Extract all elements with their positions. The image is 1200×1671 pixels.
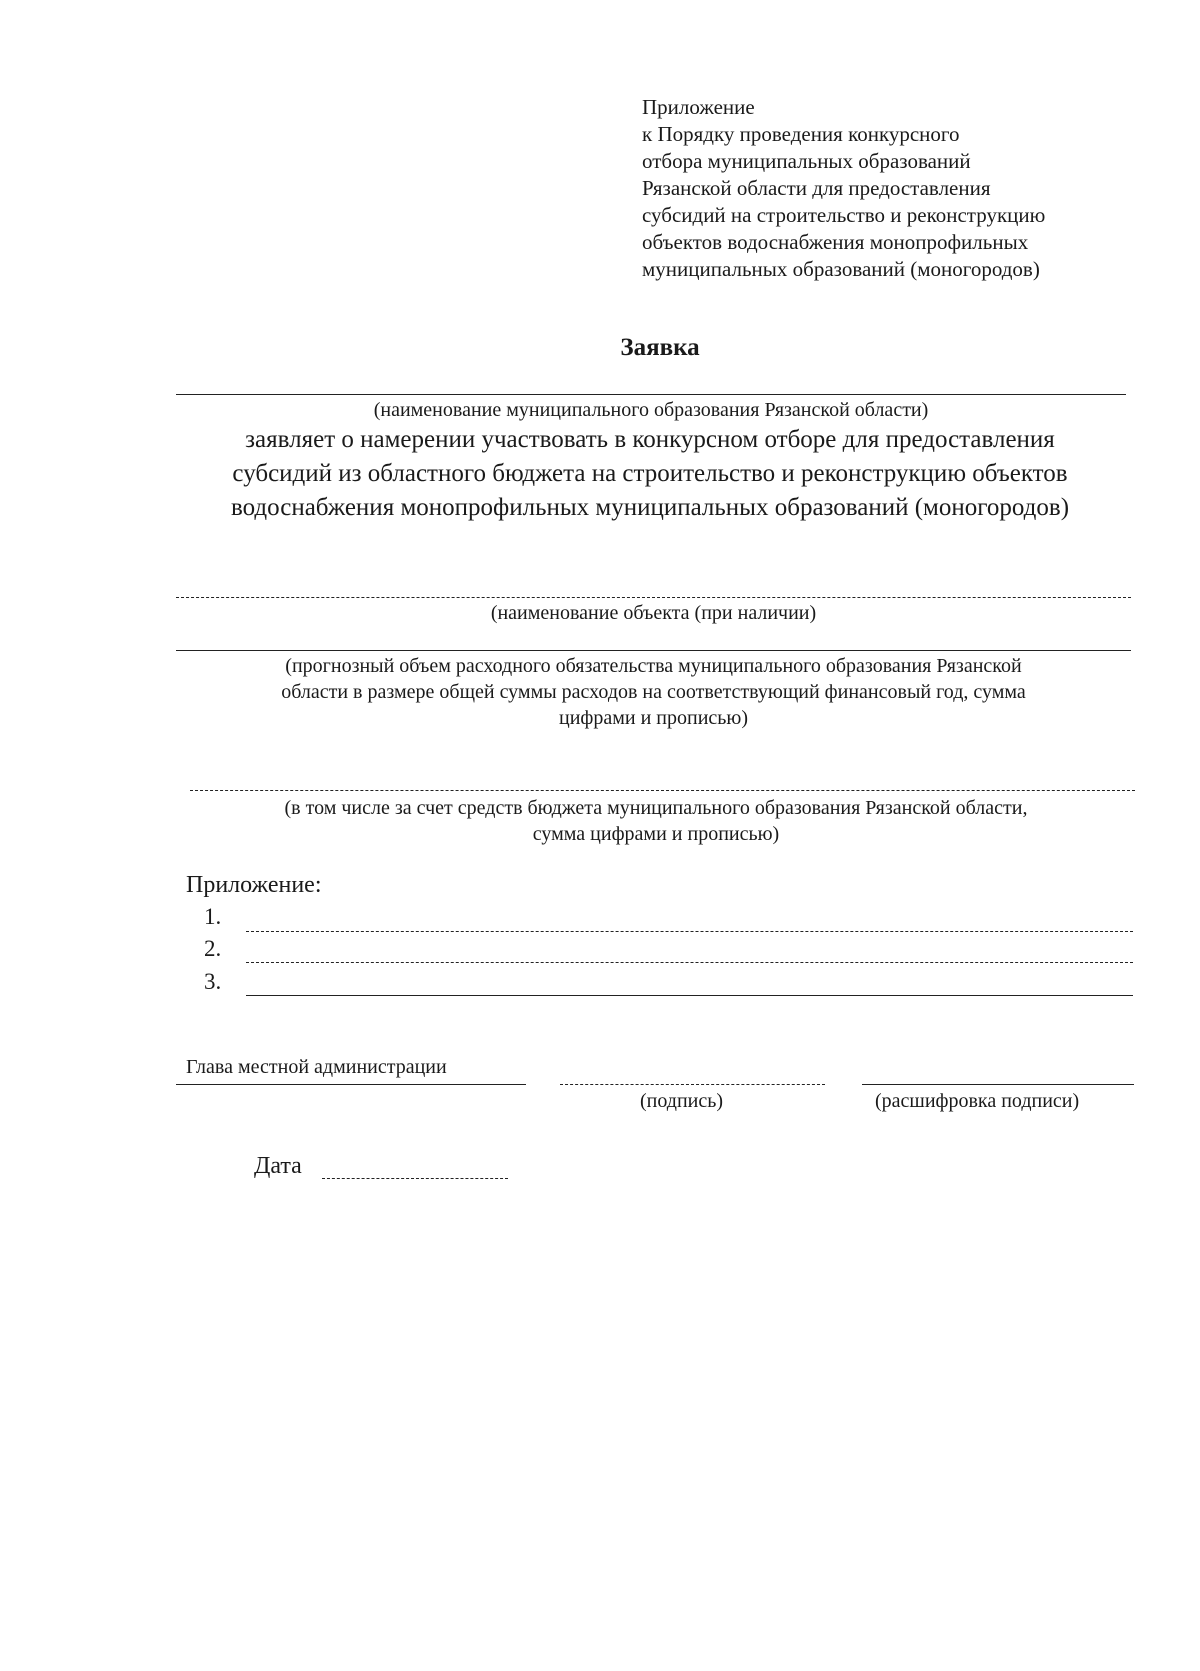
appendix-header-line: к Порядку проведения конкурсного bbox=[642, 122, 960, 146]
appendix-header-line: субсидий на строительство и реконструкцию bbox=[642, 203, 1046, 227]
attachment-number: 1. bbox=[204, 904, 222, 929]
statement-line: субсидий из областного бюджета на строительство и реконструкцию объектов bbox=[232, 460, 1068, 487]
decoding-caption: (расшифровка подписи) bbox=[875, 1090, 1080, 1112]
head-label: Глава местной администрации bbox=[186, 1056, 447, 1078]
forecast-caption bbox=[176, 653, 1131, 731]
forecast-fill-line[interactable] bbox=[176, 650, 1131, 651]
budget-fill-line[interactable] bbox=[190, 790, 1135, 791]
appendix-header-line: объектов водоснабжения монопрофильных bbox=[642, 230, 1029, 254]
signature-fill-line[interactable] bbox=[560, 1084, 825, 1085]
object-caption: (наименование объекта (при наличии) bbox=[490, 602, 817, 624]
attachment-fill-line[interactable] bbox=[246, 995, 1133, 996]
statement-text bbox=[170, 423, 1130, 525]
appendix-header-line: отбора муниципальных образований bbox=[642, 149, 971, 173]
municipality-fill-line[interactable] bbox=[176, 394, 1126, 395]
attachment-number: 3. bbox=[204, 969, 222, 994]
date-fill-line[interactable] bbox=[322, 1178, 508, 1179]
attachments-label: Приложение: bbox=[186, 872, 322, 898]
statement-line: водоснабжения монопрофильных муниципальных образований (моногородов) bbox=[230, 494, 1070, 521]
forecast-caption-line: (прогнозный объем расходного обязательства муниципального образования Рязанской bbox=[285, 655, 1022, 677]
budget-caption-line: сумма цифрами и прописью) bbox=[532, 823, 780, 845]
date-label: Дата bbox=[254, 1153, 302, 1179]
document-title: Заявка bbox=[620, 334, 700, 361]
budget-caption bbox=[176, 795, 1136, 847]
attachment-fill-line[interactable] bbox=[246, 962, 1133, 963]
forecast-caption-line: области в размере общей суммы расходов на соответствующий финансовый год, сумма bbox=[281, 681, 1026, 703]
attachment-fill-line[interactable] bbox=[246, 931, 1133, 932]
attachment-number: 2. bbox=[204, 936, 222, 961]
municipality-caption: (наименование муниципального образования Рязанской области) bbox=[373, 399, 929, 421]
statement-line: заявляет о намерении участвовать в конкурсном отборе для предоставления bbox=[245, 426, 1055, 453]
object-fill-line[interactable] bbox=[176, 597, 1131, 598]
head-underline bbox=[176, 1084, 526, 1085]
appendix-header-line: муниципальных образований (моногородов) bbox=[642, 257, 1040, 281]
budget-caption-line: (в том числе за счет средств бюджета муниципального образования Рязанской области, bbox=[284, 797, 1028, 819]
signature-caption: (подпись) bbox=[640, 1090, 724, 1112]
appendix-header-line: Приложение bbox=[642, 95, 755, 119]
appendix-header bbox=[642, 94, 1045, 283]
forecast-caption-line: цифрами и прописью) bbox=[558, 707, 748, 729]
appendix-header-line: Рязанской области для предоставления bbox=[642, 176, 991, 200]
decoding-fill-line[interactable] bbox=[862, 1084, 1134, 1085]
